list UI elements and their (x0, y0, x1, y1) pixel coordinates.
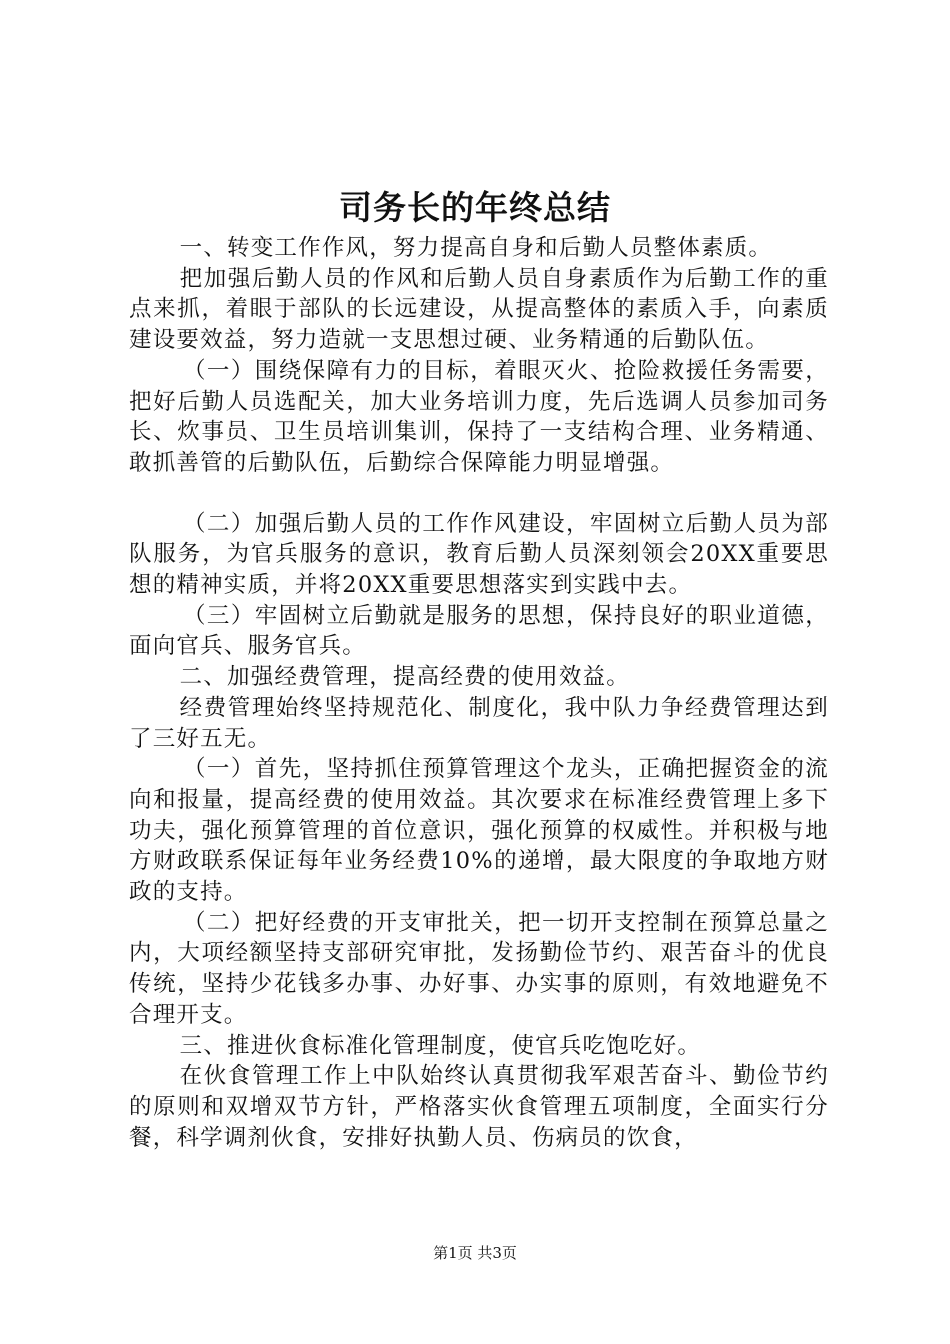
paragraph-sub-item: （一）围绕保障有力的目标，着眼灭火、抢险救援任务需要，把好后勤人员选配关，加大业务培训力度，先后选调人员参加司务长、炊事员、卫生员培训集训，保持了一支结构合理、业务精通、敢抓善管的后勤队伍，后勤综合保障能力明显增强。 (129, 357, 829, 476)
paragraph: 把加强后勤人员的作风和后勤人员自身素质作为后勤工作的重点来抓，着眼于部队的长远建设，从提高整体的素质入手，向素质建设要效益，努力造就一支思想过硬、业务精通的后勤队伍。 (129, 265, 829, 354)
document-body (129, 233, 829, 1153)
document-title: 司务长的年终总结 (339, 188, 611, 227)
section-heading-1: 一、转变工作作风，努力提高自身和后勤人员整体素质。 (179, 235, 773, 261)
section-heading-2: 二、加强经费管理，提高经费的使用效益。 (179, 664, 630, 691)
section-heading-3: 三、推进伙食标准化管理制度，使官兵吃饱吃好。 (179, 1032, 702, 1059)
paragraph: 经费管理始终坚持规范化、制度化，我中队力争经费管理达到了三好五无。 (129, 694, 829, 752)
paragraph: 在伙食管理工作上中队始终认真贯彻我军艰苦奋斗、勤俭节约的原则和双增双节方针，严格落实伙食管理五项制度，全面实行分餐，科学调剂伙食，安排好执勤人员、伤病员的饮食， (129, 1063, 829, 1151)
paragraph-sub-item: （二）把好经费的开支审批关，把一切开支控制在预算总量之内，大项经额坚持支部研究审批，发扬勤俭节约、艰苦奋斗的优良传统，坚持少花钱多办事、办好事、办实事的原则，有效地避免不合理开支。 (129, 909, 829, 1028)
page-footer: 第1页 共3页 (433, 1244, 517, 1262)
paragraph-sub-item: （三）牢固树立后勤就是服务的思想，保持良好的职业道德，面向官兵、服务官兵。 (129, 602, 829, 660)
paragraph-sub-item: （二）加强后勤人员的工作作风建设，牢固树立后勤人员为部队服务，为官兵服务的意识，教育后勤人员深刻领会20XX重要思想的精神实质，并将20XX重要思想落实到实践中去。 (129, 510, 829, 599)
paragraph-sub-item: （一）首先，坚持抓住预算管理这个龙头，正确把握资金的流向和报量，提高经费的使用效益。其次要求在标准经费管理上多下功夫，强化预算管理的首位意识，强化预算的权威性。并积极与地方财政联系保证每年业务经费10%的递增，最大限度的争取地方财政的支持。 (129, 756, 829, 906)
